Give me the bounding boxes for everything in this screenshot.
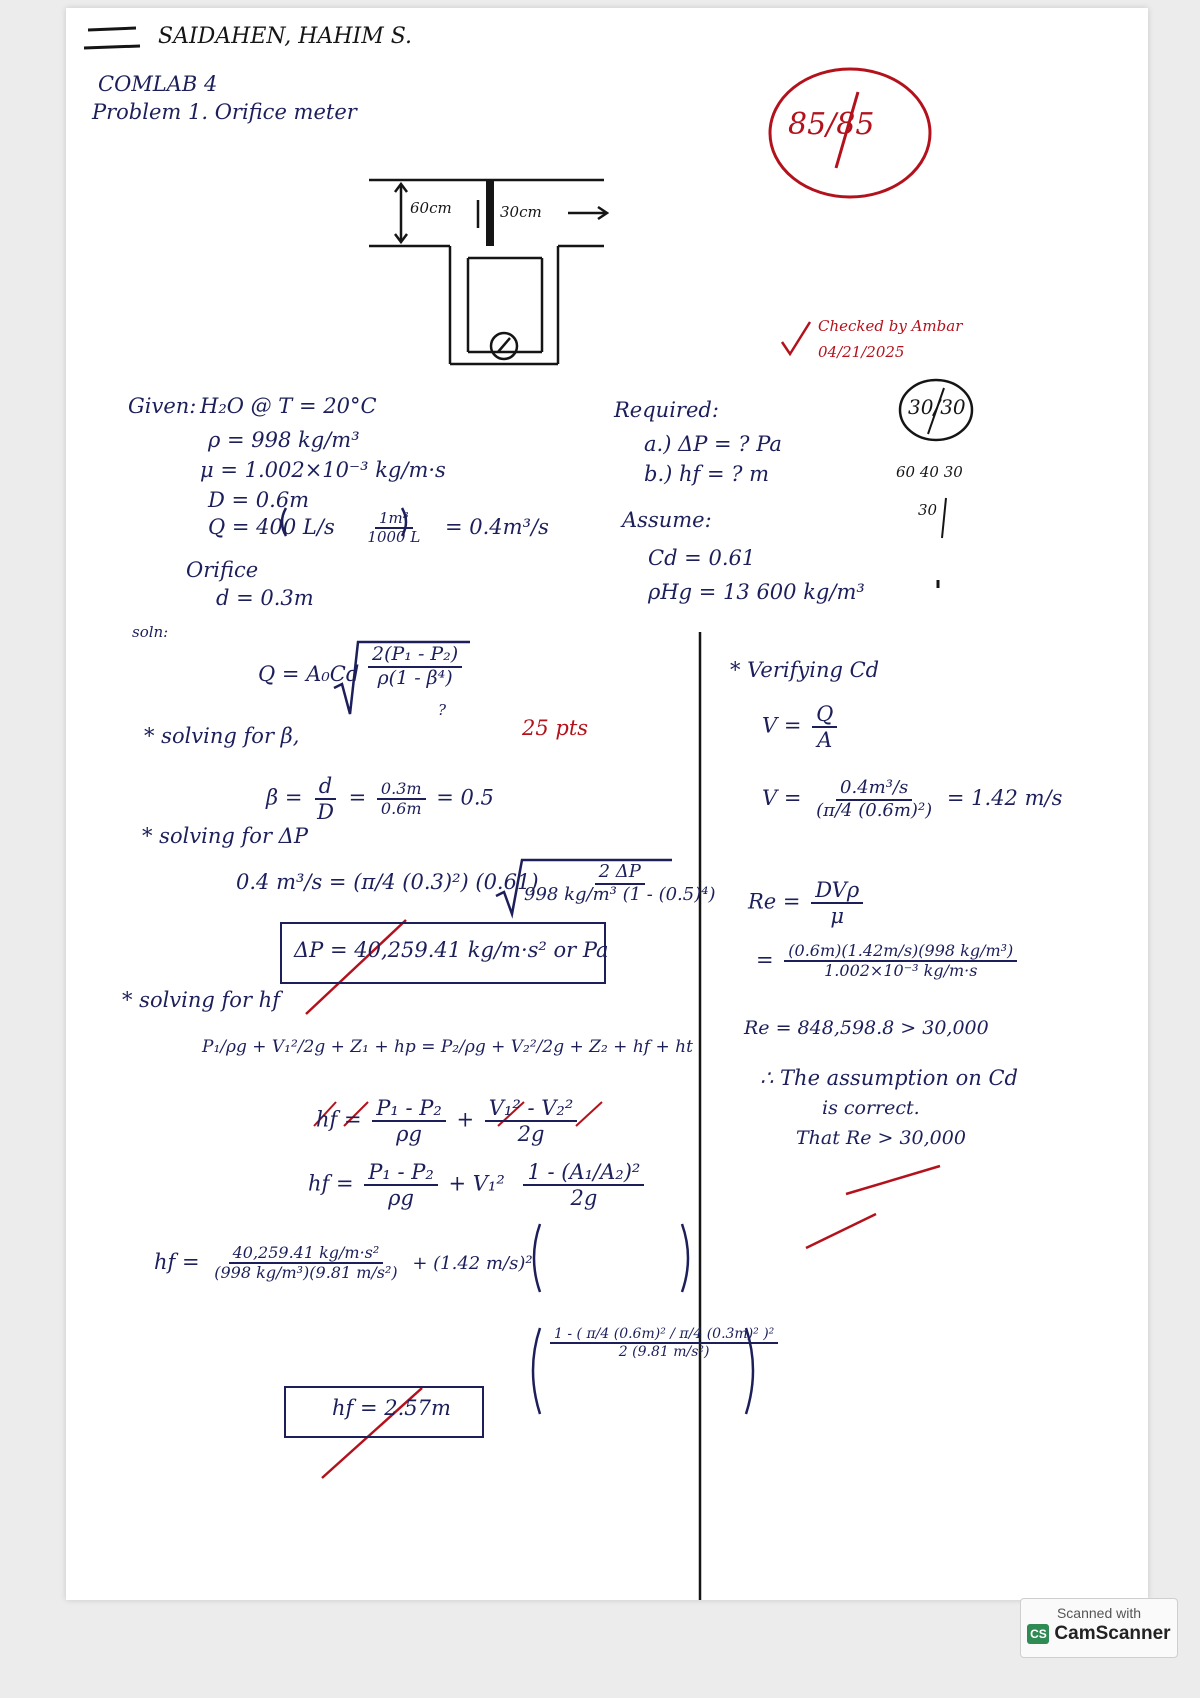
hf-eq1-lhs: hf = (316, 1107, 369, 1132)
dp-eq-sqrt (516, 862, 724, 905)
problem-title: Problem 1. Orifice meter (92, 100, 357, 124)
unit-factor-num: 1m³ (375, 510, 413, 529)
hf-eq3-frac-b (550, 1326, 778, 1360)
margin-mark (942, 498, 946, 538)
paren-left (533, 1328, 540, 1414)
v-eq2-den: (π/4 (0.6m)²) (816, 799, 933, 821)
checked-date: 04/21/2025 (818, 343, 905, 361)
course-label: COMLAB 4 (98, 72, 218, 96)
hf-eq3-lhs: hf = (154, 1249, 207, 1274)
conclusion-line-1: ∴ The assumption on Cd (760, 1066, 1018, 1090)
re-equation-2 (756, 942, 1021, 981)
re-eq2-frac (784, 942, 1017, 981)
dp-eq-den: 998 kg/m³ (1 - (0.5)⁴) (524, 883, 716, 905)
hf-eq1-a-num: P₁ - P₂ (372, 1096, 446, 1122)
assume-cd: Cd = 0.61 (648, 546, 756, 570)
re-equation-1 (748, 878, 867, 928)
assume-rho-hg: ρHg = 13 600 kg/m³ (648, 580, 865, 604)
header-dash (88, 28, 136, 30)
given-mu: μ = 1.002×10⁻³ kg/m·s (200, 458, 446, 482)
badge-brand-text: CamScanner (1054, 1623, 1171, 1644)
hf-equation-1: hf = $\frac{\text{P₁ - P₂}}{\rho g}$ + $\frac{\text{V₁² - V₂²}}{2g}$ (316, 1096, 581, 1146)
solution-label: soln: (132, 623, 169, 641)
check-icon (782, 322, 810, 354)
hf-eq2-a-num: P₁ - P₂ (364, 1160, 438, 1186)
paren-left (534, 1224, 540, 1292)
given-d-pipe: D = 0.6m (208, 488, 310, 512)
dp-answer: ΔP = 40,259.41 kg/m·s² or Pa (294, 938, 609, 962)
beta-frac-2-den: 0.6m (380, 799, 422, 819)
hf-eq1-b-den: 2g (517, 1122, 545, 1147)
hf-answer: hf = 2.57m (332, 1396, 451, 1420)
main-equation-lhs: Q = A₀Cd (258, 662, 360, 686)
v-eq2-lhs: V = (762, 786, 809, 811)
energy-equation: P₁/ρg + V₁²/2g + Z₁ + hp = P₂/ρg + V₂²/2g + Z₂ + hf + ht (202, 1037, 693, 1057)
header-dash (84, 46, 140, 48)
dp-eq-fraction (520, 862, 720, 905)
re-eq1-lhs: Re = (748, 889, 808, 914)
main-eq-question: ? (438, 701, 447, 719)
hf-eq3-a-den: (998 kg/m³)(9.81 m/s²) (214, 1263, 398, 1283)
conclusion-line-2: is correct. (822, 1097, 920, 1119)
part-score: 30/30 (908, 395, 966, 419)
orifice-diameter-label: 30cm (500, 203, 542, 221)
beta-frac-2-num: 0.3m (377, 780, 426, 800)
pipe-diameter-label: 60cm (410, 199, 452, 217)
v-eq1-num: Q (812, 702, 837, 728)
hf-eq3-frac-a (210, 1244, 401, 1283)
re-eq1-num: DVρ (811, 878, 863, 904)
dp-eq-lhs: 0.4 m³/s = (π/4 (0.3)²) (0.61) (236, 870, 539, 894)
given-q-result: = 0.4m³/s (445, 514, 549, 539)
verify-heading: * Verifying Cd (730, 658, 880, 682)
camscanner-badge (1020, 1598, 1178, 1658)
beta-heading: * solving for β, (144, 724, 300, 748)
grader-checkmark-stroke (806, 1214, 876, 1248)
v-equation-1 (762, 702, 841, 752)
beta-frac-1-den: D (317, 800, 334, 825)
given-rho: ρ = 998 kg/m³ (208, 428, 360, 452)
hf-eq3-a-num: 40,259.41 kg/m·s² (229, 1244, 384, 1264)
required-b: b.) hf = ? m (644, 462, 770, 486)
hf-eq1-frac-a (372, 1096, 446, 1146)
given-q (208, 510, 549, 547)
main-equation-fraction (368, 644, 462, 690)
given-d-orifice: d = 0.3m (216, 586, 314, 610)
hf-eq1-a-den: ρg (396, 1122, 422, 1147)
given-q-value: Q = 400 L/s (208, 514, 335, 539)
hf-eq2-lhs: hf = (308, 1171, 361, 1196)
given-heading: Given: (128, 394, 197, 418)
re-eq2-den: 1.002×10⁻³ kg/m·s (824, 961, 978, 981)
hf-eq2-frac-b (523, 1160, 644, 1210)
beta-result: = 0.5 (436, 785, 494, 810)
v-eq2-frac (812, 778, 936, 821)
v-eq2-num: 0.4m³/s (836, 778, 912, 801)
orifice-label: Orifice (186, 558, 259, 582)
hf-eq3-b-den: 2 (9.81 m/s²) (618, 1344, 710, 1361)
paren-right (682, 1224, 688, 1292)
beta-points: 25 pts (522, 716, 589, 740)
v-eq2-result: = 1.42 m/s (946, 786, 1063, 811)
main-equation-sqrt (364, 644, 466, 690)
dp-eq-num: 2 ΔP (595, 862, 645, 885)
margin-note: 60 40 30 (896, 463, 963, 481)
checked-by-note: Checked by Ambar (818, 317, 963, 335)
hf-eq3-b-num: 1 - ( π/4 (0.6m)² / π/4 (0.3m)² )² (550, 1326, 778, 1344)
given-fluid: H₂O @ T = 20°C (200, 394, 377, 418)
v-eq1-lhs: V = (762, 713, 809, 738)
hf-eq1-frac-b (485, 1096, 577, 1146)
margin-score: 30 (918, 501, 938, 519)
hf-eq2-mid: + V₁² (448, 1171, 505, 1196)
hf-equation-3 (154, 1244, 533, 1283)
student-name: SAIDAHEN, HAHIM S. (158, 24, 412, 49)
re-result: Re = 848,598.8 > 30,000 (744, 1017, 989, 1039)
re-eq2-lhs: = (756, 947, 781, 972)
re-eq2-num: (0.6m)(1.42m/s)(998 kg/m³) (784, 942, 1017, 962)
re-eq1-frac (811, 878, 863, 928)
beta-frac-2 (377, 780, 426, 819)
v-equation-2 (762, 778, 1062, 821)
hf-eq1-b-num: V₁² - V₂² (485, 1096, 577, 1122)
hf-eq2-b-num: 1 - (A₁/A₂)² (523, 1160, 644, 1186)
beta-eq-lhs: β = (266, 785, 310, 810)
scanned-worksheet (66, 8, 1148, 1600)
unit-factor-den: 1000 L (367, 528, 421, 547)
assume-heading: Assume: (622, 508, 712, 532)
hf-eq3-mid: + (1.42 m/s)² (412, 1252, 533, 1274)
required-a: a.) ΔP = ? Pa (644, 432, 782, 456)
conclusion-line-3: That Re > 30,000 (796, 1127, 966, 1149)
main-eq-num: 2(P₁ - P₂) (368, 644, 462, 668)
hf-eq2-b-den: 2g (570, 1186, 598, 1211)
total-score: 85/85 (788, 107, 875, 142)
hf-heading: * solving for hf (122, 988, 280, 1012)
camscanner-logo-icon: CS (1027, 1624, 1049, 1644)
hf-eq2-a-den: ρg (388, 1186, 414, 1211)
badge-brand (1021, 1623, 1177, 1645)
orifice-diagram (369, 180, 607, 364)
required-heading: Required: (614, 398, 719, 422)
re-eq1-den: μ (830, 904, 844, 929)
main-eq-den: ρ(1 - β⁴) (377, 666, 453, 689)
beta-frac-1-num: d (315, 774, 336, 800)
v-eq1-frac (812, 702, 837, 752)
beta-frac-1 (313, 774, 338, 824)
hf-eq3-bracket (546, 1326, 782, 1360)
beta-equation: β = $\frac{d}{D}$ = $\frac{0.3m}{0.6m}$ = 0.5 (266, 774, 494, 825)
hf-equation-2 (308, 1160, 648, 1210)
dp-heading: * solving for ΔP (142, 824, 308, 848)
v-eq1-den: A (817, 728, 833, 753)
hf-eq2-frac-a (364, 1160, 438, 1210)
unit-factor (363, 510, 424, 547)
badge-caption: Scanned with (1056, 1605, 1142, 1621)
grader-checkmark-stroke (846, 1166, 940, 1194)
